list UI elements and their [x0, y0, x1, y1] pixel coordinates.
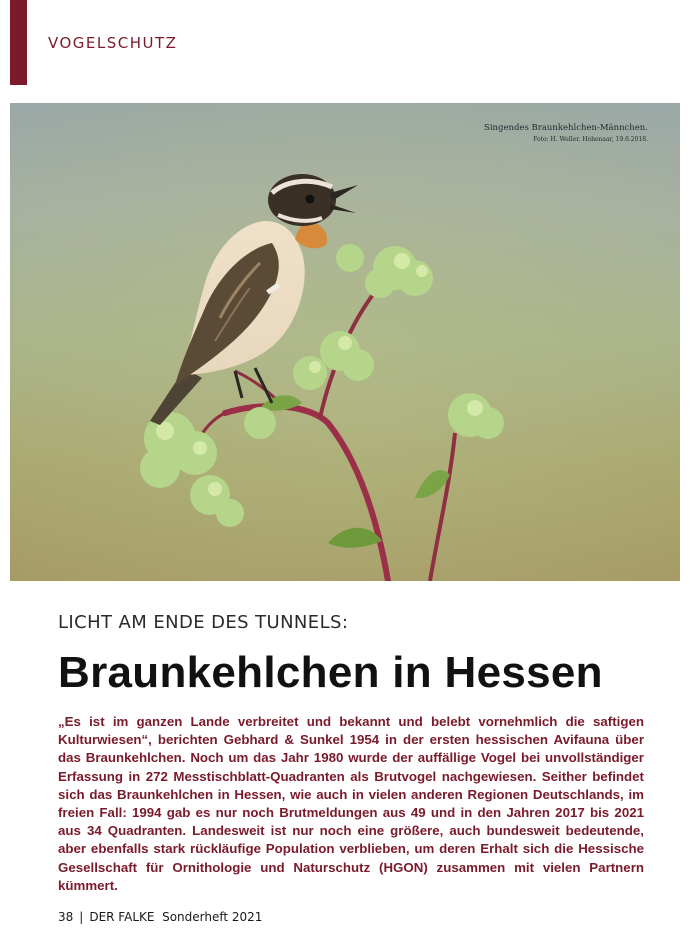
- issue-name: Sonderheft 2021: [162, 910, 263, 924]
- whinchat-bird-illustration: [10, 103, 680, 581]
- photo-caption: Singendes Braunkehlchen-Männchen.: [484, 123, 648, 133]
- magazine-name: DER FALKE: [89, 910, 155, 924]
- page-footer: [58, 910, 262, 924]
- page-number: 38: [58, 910, 74, 924]
- article-lead: „Es ist im ganzen Lande verbreitet und bekannt und belebt vornehmlich die saftigen Kulturwiesen“, berichten Gebhard & Sunkel 1954 in der ersten hessischen Avifauna über das Braunkehlchen. Noch um das Jahr 1980 wurde der auffällige Vogel bei unvollständiger Erfassung in 272 Messtischblatt-Quadranten als Brutvogel nachgewiesen. Seither befindet sich das Braunkehlchen in Hessen, wie auch in vielen anderen Regionen Deutschlands, im freien Fall: 1994 gab es nur noch Brutmeldungen aus 49 und in den Jahren 2017 bis 2021 aus 34 Quadranten. Landesweit ist nur noch eine größere, auch bundesweit bedeutende, aber ebenfalls stark rückläufige Population verblieben, um deren Erhalt sich die Hessische Gesellschaft für Ornithologie und Naturschutz (HGON) zusammen mit vielen Partnern kümmert.: [58, 714, 644, 893]
- section-label: VOGELSCHUTZ: [48, 34, 178, 52]
- photo-credit: Foto: H. Weller. Hohenaar, 19.6.2018.: [533, 136, 648, 143]
- footer-separator: |: [79, 910, 84, 924]
- article-kicker: LICHT AM ENDE DES TUNNELS:: [58, 612, 349, 633]
- bird-photo: [10, 103, 680, 581]
- article-title: Braunkehlchen in Hessen: [58, 648, 603, 697]
- accent-bar: [10, 0, 27, 85]
